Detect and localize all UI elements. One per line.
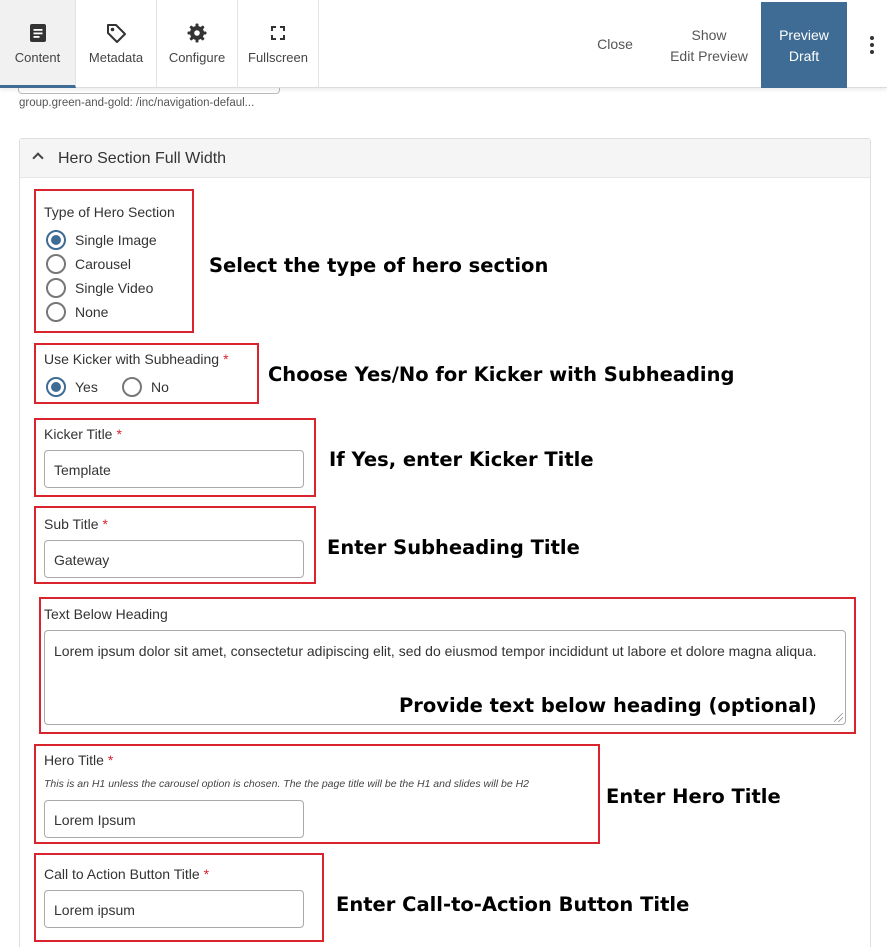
hero-type-annotation: Select the type of hero section	[209, 254, 549, 277]
radio-button[interactable]	[46, 278, 66, 298]
gear-icon	[186, 22, 208, 44]
tab-fullscreen[interactable]	[238, 0, 319, 88]
radio-label: Single Image	[75, 232, 157, 248]
radio-label: Carousel	[75, 256, 132, 272]
radio-label: Single Video	[75, 280, 154, 296]
radio-single-image[interactable]	[46, 230, 157, 250]
tab-content-label: Content	[14, 50, 61, 65]
preview-draft-line2: Draft	[788, 48, 820, 64]
document-icon	[27, 22, 49, 44]
kicker-toggle-annotation: Choose Yes/No for Kicker with Subheading	[268, 363, 735, 386]
editor-toolbar	[0, 0, 887, 88]
text-below-value: Lorem ipsum dolor sit amet, consectetur adipiscing elit, sed do eiusmod tempor incididunt ut labore et dolore magna aliqua.	[54, 643, 817, 659]
hero-title-input[interactable]: Lorem Ipsum	[44, 800, 304, 838]
radio-button[interactable]	[46, 302, 66, 322]
tab-fullscreen-label: Fullscreen	[248, 50, 308, 65]
show-edit-preview-line2: Edit Preview	[670, 48, 748, 64]
tab-configure[interactable]	[157, 0, 238, 88]
preview-draft-line1: Preview	[779, 27, 829, 43]
more-vertical-icon[interactable]	[858, 0, 886, 88]
text-below-annotation: Provide text below heading (optional)	[399, 694, 817, 717]
navigation-path-text: group.green-and-gold: /inc/navigation-defaul...	[19, 97, 255, 109]
required-mark: *	[116, 426, 122, 442]
tab-content[interactable]	[0, 0, 76, 88]
radio-label: Yes	[75, 379, 98, 395]
hero-title-help-text: This is an H1 unless the carousel option is chosen. The the page title will be the H1 and slides will be H2	[44, 778, 530, 790]
tag-icon	[105, 22, 127, 44]
required-mark: *	[223, 351, 229, 367]
radio-single-video[interactable]	[46, 278, 153, 298]
radio-no[interactable]	[122, 377, 169, 397]
close-button-label: Close	[597, 36, 633, 52]
cta-title-label	[44, 866, 209, 882]
radio-yes[interactable]	[46, 377, 98, 397]
kicker-title-input[interactable]: Template	[44, 450, 304, 488]
preview-draft-button[interactable]	[761, 2, 847, 88]
required-mark: *	[203, 866, 210, 882]
tab-metadata-label: Metadata	[88, 50, 144, 65]
radio-button[interactable]	[46, 230, 66, 250]
kicker-title-annotation: If Yes, enter Kicker Title	[329, 448, 594, 471]
radio-carousel[interactable]	[46, 254, 131, 274]
radio-label: No	[151, 379, 169, 395]
tab-configure-label: Configure	[168, 50, 226, 65]
panel-title: Hero Section Full Width	[58, 150, 227, 167]
show-edit-preview-line1: Show	[691, 27, 727, 43]
tab-metadata[interactable]	[76, 0, 157, 88]
radio-label: None	[75, 304, 109, 320]
hero-title-label-text: Hero Title	[44, 752, 104, 768]
resize-grip-icon[interactable]	[834, 713, 843, 722]
kicker-title-label	[44, 426, 122, 442]
radio-button[interactable]	[46, 377, 66, 397]
text-below-label: Text Below Heading	[44, 606, 168, 622]
kicker-toggle-label	[44, 351, 229, 367]
sub-title-label	[44, 516, 108, 532]
hero-type-label: Type of Hero Section	[44, 204, 175, 220]
chevron-up-icon[interactable]	[32, 152, 43, 163]
show-edit-preview-button[interactable]	[656, 0, 762, 88]
hero-title-label	[44, 752, 113, 768]
required-mark: *	[107, 752, 114, 768]
kicker-toggle-label-text: Use Kicker with Subheading	[44, 351, 220, 367]
sub-title-input[interactable]: Gateway	[44, 540, 304, 578]
required-mark: *	[102, 516, 108, 532]
panel-header[interactable]	[20, 139, 870, 178]
hero-title-annotation: Enter Hero Title	[606, 785, 781, 808]
cta-title-input[interactable]: Lorem ipsum	[44, 890, 304, 928]
radio-button[interactable]	[46, 254, 66, 274]
radio-button[interactable]	[122, 377, 142, 397]
fullscreen-icon	[267, 22, 289, 44]
radio-none[interactable]	[46, 302, 108, 322]
close-button[interactable]	[583, 0, 647, 88]
sub-title-label-text: Sub Title	[44, 516, 99, 532]
kicker-title-label-text: Kicker Title	[44, 426, 113, 442]
cta-title-label-text: Call to Action Button Title	[44, 866, 200, 882]
cta-title-annotation: Enter Call-to-Action Button Title	[336, 893, 690, 916]
sub-title-annotation: Enter Subheading Title	[327, 536, 580, 559]
